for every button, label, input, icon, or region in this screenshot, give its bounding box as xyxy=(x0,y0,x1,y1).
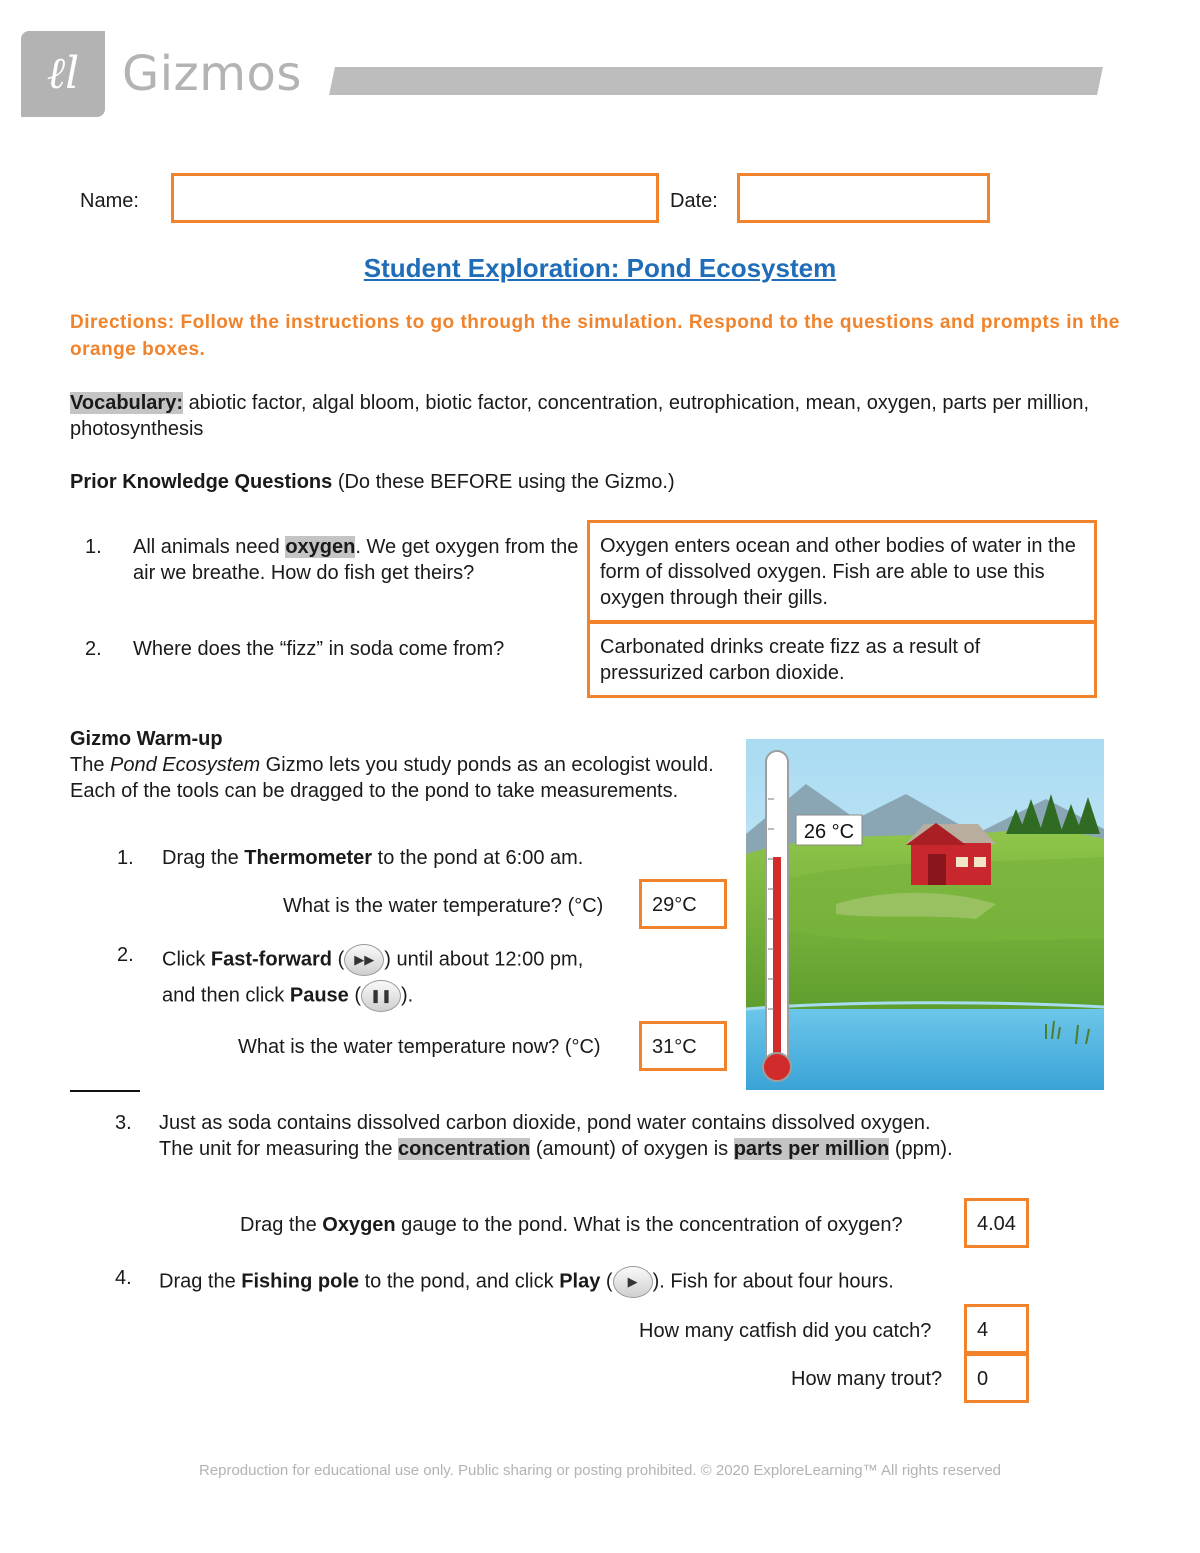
step-number: 1. xyxy=(117,847,134,869)
logo-badge xyxy=(21,31,105,117)
step-number: 4. xyxy=(115,1267,132,1289)
step-number: 2. xyxy=(117,944,134,966)
divider xyxy=(70,1090,140,1092)
question-number: 2. xyxy=(85,638,102,660)
step-2-instruction: Click Fast-forward ( ▶▶ ) until about 12:00 pm, xyxy=(162,944,583,976)
logo-glyph: ℓl xyxy=(46,48,80,99)
step-3-instruction: Just as soda contains dissolved carbon dioxide, pond water contains dissolved oxygen. The unit for measuring the concentration (amount) of oxygen is parts per million (ppm). xyxy=(159,1112,953,1160)
page-title: Student Exploration: Pond Ecosystem xyxy=(363,253,837,283)
temperature-readout: 26 °C xyxy=(803,821,855,843)
step-2-question: What is the water temperature now? (°C) xyxy=(238,1036,601,1058)
step-2-instruction-line-2: and then click Pause ( ❚❚ ). xyxy=(162,980,413,1012)
play-icon: ▶ xyxy=(613,1266,653,1298)
step-4-instruction: Drag the Fishing pole to the pond, and click Play ( ▶ ). Fish for about four hours. xyxy=(159,1266,894,1298)
fast-forward-icon: ▶▶ xyxy=(344,944,384,976)
pond-scene xyxy=(746,739,1104,1090)
warmup-intro: The Pond Ecosystem Gizmo lets you study ponds as an ecologist would. Each of the tools can be dragged to the pond to take measurements. xyxy=(70,754,714,802)
step-1-question: What is the water temperature? (°C) xyxy=(283,895,604,917)
step-number: 3. xyxy=(115,1112,132,1134)
vocabulary-terms: abiotic factor, algal bloom, biotic factor, concentration, eutrophication, mean, oxygen, parts per million, photosynthesis xyxy=(70,392,1090,440)
name-field[interactable] xyxy=(171,173,659,223)
catfish-answer[interactable]: 4 xyxy=(964,1304,1029,1354)
prior-knowledge-heading: Prior Knowledge Questions (Do these BEFORE using the Gizmo.) xyxy=(70,471,675,493)
header-bar xyxy=(329,67,1103,95)
warmup-heading: Gizmo Warm-up xyxy=(70,728,223,750)
step-2-answer[interactable]: 31°C xyxy=(639,1021,727,1071)
name-label: Name: xyxy=(80,190,139,212)
thermometer xyxy=(763,751,791,1081)
prior-answer-1[interactable]: Oxygen enters ocean and other bodies of water in the form of dissolved oxygen. Fish are able to use this oxygen through their gills. xyxy=(587,520,1097,623)
gizmo-screenshot xyxy=(746,739,1104,1090)
footer-notice: Reproduction for educational use only. Public sharing or posting prohibited. © 2020 ExploreLearning™ All rights reserved xyxy=(198,1462,1002,1479)
brand-name: Gizmos xyxy=(122,46,302,102)
vocabulary-label: Vocabulary: xyxy=(70,392,183,414)
prior-question-1: All animals need oxygen. We get oxygen from the air we breathe. How do fish get theirs? xyxy=(133,536,579,584)
step-1-instruction: Drag the Thermometer to the pond at 6:00 am. xyxy=(162,847,584,869)
date-label: Date: xyxy=(670,190,718,212)
step-1-answer[interactable]: 29°C xyxy=(639,879,727,929)
pause-icon: ❚❚ xyxy=(361,980,401,1012)
catfish-question: How many catfish did you catch? xyxy=(639,1320,932,1342)
directions-text: Directions: Follow the instructions to go through the simulation. Respond to the questions and prompts in the orange boxes. xyxy=(70,312,1120,360)
trout-answer[interactable]: 0 xyxy=(964,1353,1029,1403)
trout-question: How many trout? xyxy=(791,1368,943,1390)
prior-answer-2[interactable]: Carbonated drinks create fizz as a result of pressurized carbon dioxide. xyxy=(587,621,1097,698)
date-field[interactable] xyxy=(737,173,990,223)
step-3-question: Drag the Oxygen gauge to the pond. What is the concentration of oxygen? xyxy=(240,1214,903,1236)
step-3-answer[interactable]: 4.04 xyxy=(964,1198,1029,1248)
prior-question-2: Where does the “fizz” in soda come from? xyxy=(133,638,505,660)
question-number: 1. xyxy=(85,536,102,558)
vocabulary xyxy=(70,390,1130,442)
barn xyxy=(906,823,996,885)
